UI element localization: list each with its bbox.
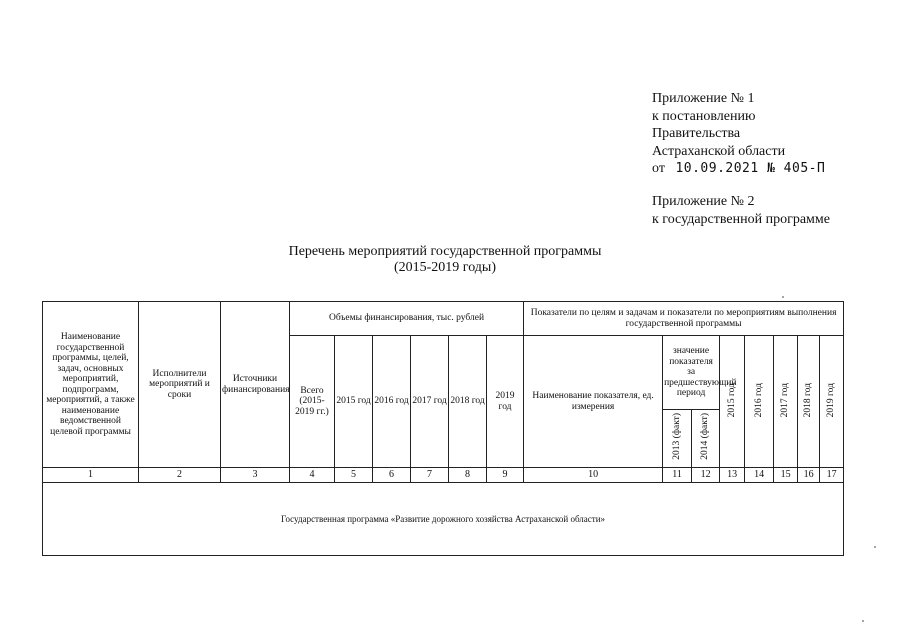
header-ind-2018 [798, 336, 820, 468]
col-num: 17 [820, 468, 844, 483]
program-row [43, 483, 844, 556]
title-line-2: (2015-2019 годы) [393, 260, 496, 275]
appendix-1-block [652, 90, 825, 178]
scan-speck [782, 296, 784, 298]
col-num: 2 [139, 468, 221, 483]
appendix-1-line2: к постановлению [652, 108, 756, 124]
header-2019: 2019 год [487, 336, 524, 468]
col-num: 16 [798, 468, 820, 483]
col-num: 9 [487, 468, 524, 483]
fact-2014-label: 2014 (факт) [700, 413, 711, 461]
date-prefix: от [652, 161, 665, 176]
header-2015: 2015 год [335, 336, 373, 468]
header-ind-2017 [774, 336, 798, 468]
header-indicator-name: Наименование показателя, ед. измерения [524, 336, 663, 468]
fact-2013-label: 2013 (факт) [671, 413, 682, 461]
ind-2016-label: 2016 год [753, 382, 764, 417]
col-num: 7 [411, 468, 449, 483]
ind-2018-label: 2018 год [803, 382, 814, 417]
col-num: 14 [745, 468, 774, 483]
ind-2017-label: 2017 год [780, 382, 791, 417]
col-num: 15 [774, 468, 798, 483]
header-indicators-group: Показатели по целям и задачам и показатели по мероприятиям выполнения государственной программы [524, 302, 844, 336]
appendix-1-line4: Астраханской области [652, 143, 786, 159]
document-title [200, 244, 690, 276]
appendix-1-date-line [652, 160, 825, 178]
col-num: 10 [524, 468, 663, 483]
ind-2019-label: 2019 год [826, 382, 837, 417]
header-fact-2014 [692, 410, 720, 468]
header-total: Всего (2015-2019 гг.) [290, 336, 335, 468]
date-and-number: 10.09.2021 № 405-П [675, 161, 826, 176]
appendix-1-line3: Правительства [652, 126, 741, 141]
measures-table [42, 301, 844, 556]
col-num: 1 [43, 468, 139, 483]
scan-speck [874, 546, 876, 548]
appendix-2-block [652, 193, 830, 228]
header-program-name: Наименование государственной программы, целей, задач, основных мероприятий, подпрограмм, мероприятий, а также наименование ведомственной целевой программы [43, 302, 139, 468]
header-funding-group: Объемы финансирования, тыс. рублей [290, 302, 524, 336]
col-num: 3 [221, 468, 290, 483]
appendix-2-title: Приложение № 2 [652, 194, 755, 209]
header-ind-2015 [720, 336, 745, 468]
col-num: 12 [692, 468, 720, 483]
col-num: 13 [720, 468, 745, 483]
header-ind-2016 [745, 336, 774, 468]
column-numbers-row [43, 468, 844, 483]
header-sources: Источники финансирования [221, 302, 290, 468]
scan-speck [862, 620, 864, 622]
header-ind-2019 [820, 336, 844, 468]
header-2017: 2017 год [411, 336, 449, 468]
ind-2015-label: 2015 год [726, 382, 737, 417]
header-executors: Исполнители мероприятий и сроки [139, 302, 221, 468]
header-2018: 2018 год [449, 336, 487, 468]
col-num: 4 [290, 468, 335, 483]
header-2016: 2016 год [373, 336, 411, 468]
header-fact-2013 [663, 410, 692, 468]
title-line-1: Перечень мероприятий государственной программы [288, 244, 602, 259]
appendix-2-line2: к государственной программе [652, 211, 830, 227]
header-prev-value: значение показателя за предшествующий период [663, 336, 720, 410]
col-num: 8 [449, 468, 487, 483]
col-num: 6 [373, 468, 411, 483]
col-num: 5 [335, 468, 373, 483]
appendix-1-title: Приложение № 1 [652, 91, 755, 106]
program-title-cell: Государственная программа «Развитие дорожного хозяйства Астраханской области» [43, 483, 844, 556]
col-num: 11 [663, 468, 692, 483]
